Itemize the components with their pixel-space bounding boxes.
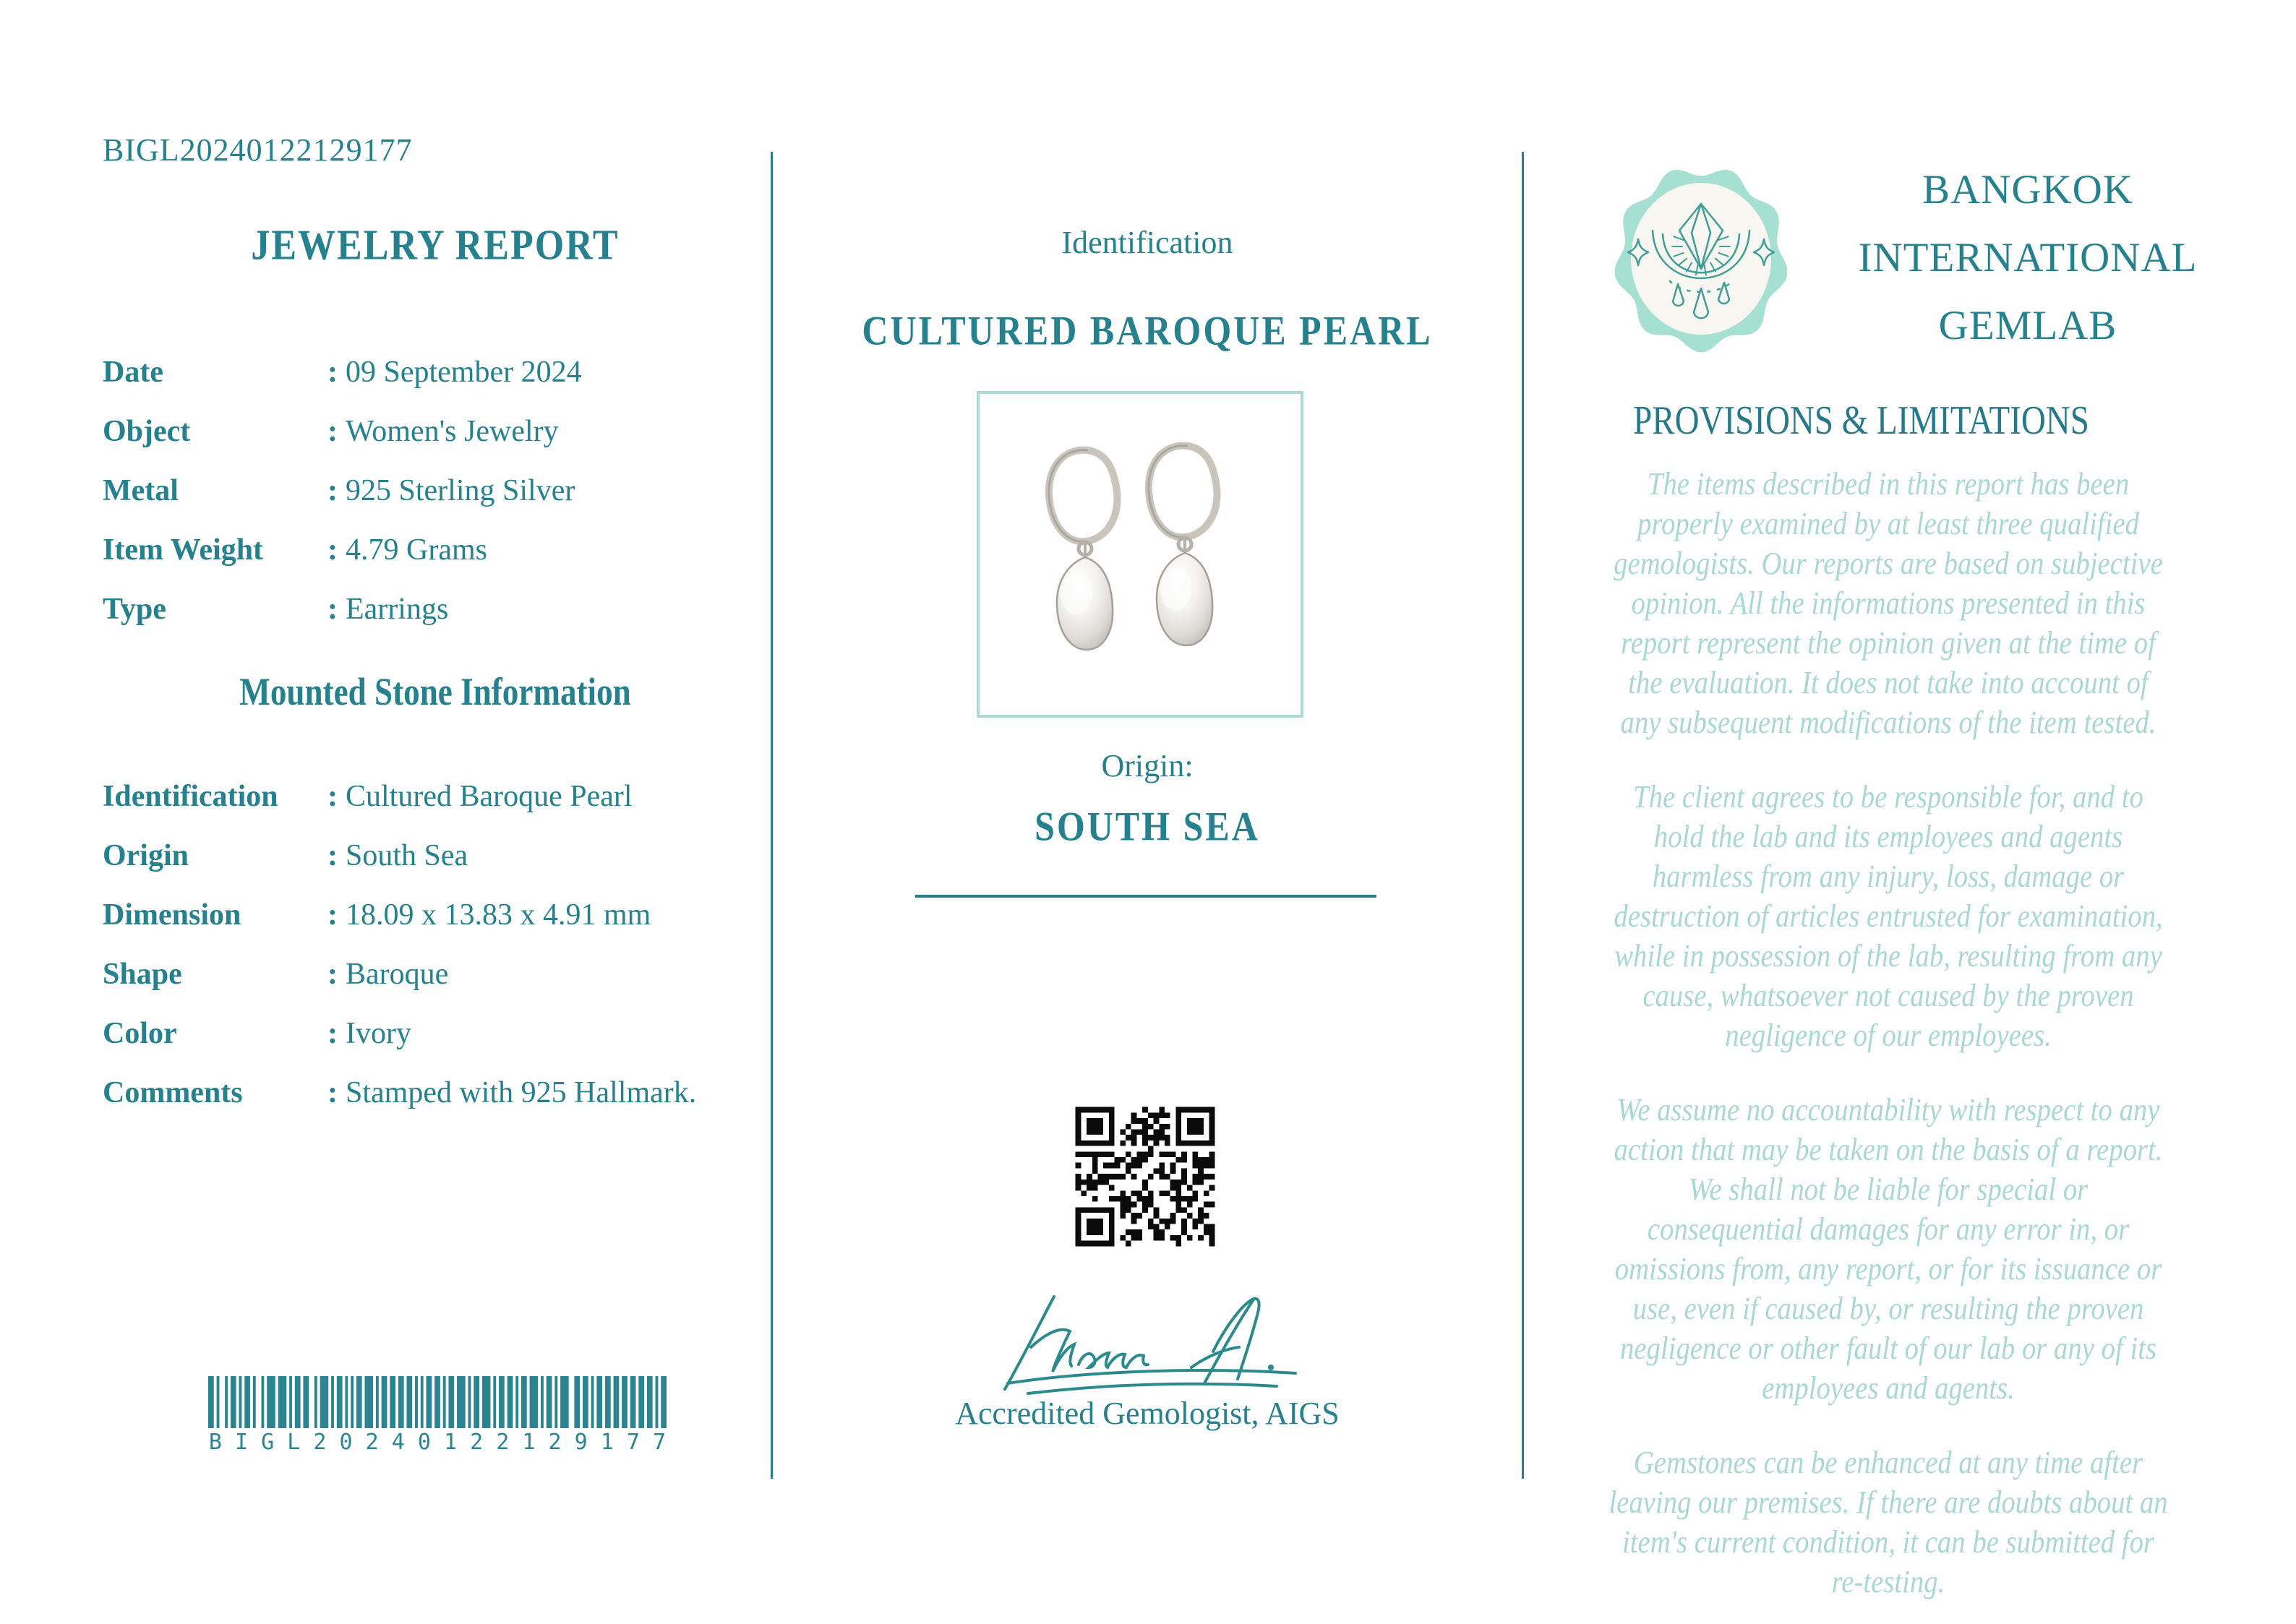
detail-value: Baroque bbox=[346, 958, 449, 991]
detail-label: Color bbox=[103, 1017, 177, 1050]
lab-name bbox=[1840, 156, 2216, 360]
stone-details bbox=[103, 767, 769, 1122]
detail-row bbox=[103, 826, 769, 885]
detail-colon: : bbox=[327, 415, 338, 448]
qr-code-image bbox=[1070, 1101, 1220, 1252]
detail-label: Identification bbox=[103, 780, 278, 813]
detail-label: Date bbox=[103, 356, 163, 389]
detail-colon: : bbox=[327, 1076, 338, 1109]
detail-value: Earrings bbox=[346, 593, 449, 626]
detail-value: Ivory bbox=[346, 1017, 411, 1050]
jewelry-report-title: JEWELRY REPORT bbox=[251, 222, 620, 269]
provisions-paragraph: We assume no accountability with respect to any action that may be taken on the basis of a report. We shall not be liable for special or consequential damages for any error in, or omissions from, any report, or for its issuance or use, even if caused by, or resulting the proven negligence or other fault of our lab or any of its employees and agents. bbox=[1614, 1092, 2163, 1406]
mounted-stone-title: Mounted Stone Information bbox=[239, 670, 631, 714]
origin-underline bbox=[915, 895, 1376, 898]
provisions-paragraph: The client agrees to be responsible for, and to hold the lab and its employees and agents harmless from any injury, loss, damage or destruction of articles entrusted for examination, while in possession of the lab, resulting from any cause, whatsoever not caused by the proven negligence of our employees. bbox=[1614, 779, 2163, 1053]
detail-row bbox=[103, 580, 769, 639]
barcode bbox=[208, 1376, 667, 1455]
identification-value: CULTURED BAROQUE PEARL bbox=[862, 307, 1433, 353]
origin-heading: Origin: bbox=[1101, 748, 1194, 783]
detail-row bbox=[103, 767, 769, 826]
provisions-paragraph: The items described in this report has been properly examined by at least three qualified gemologists. Our reports are based on subjective opinion. All the informations presented in this report represent the opinion given at the time of the evaluation. It does not take into account of any subsequent modifications of the item tested. bbox=[1614, 466, 2163, 740]
barcode-text: B I G L 2 0 2 4 0 1 2 2 1 2 9 1 7 7 bbox=[208, 1430, 667, 1455]
detail-colon: : bbox=[327, 958, 338, 991]
barcode-bars-image bbox=[208, 1376, 667, 1428]
detail-label: Type bbox=[103, 593, 166, 626]
column-divider-right bbox=[1522, 152, 1524, 1479]
detail-value: 925 Sterling Silver bbox=[346, 474, 575, 507]
detail-value: Stamped with 925 Hallmark. bbox=[346, 1076, 697, 1109]
detail-row bbox=[103, 402, 769, 461]
detail-value: 09 September 2024 bbox=[346, 356, 582, 389]
detail-value: Women's Jewelry bbox=[346, 415, 559, 448]
detail-colon: : bbox=[327, 780, 338, 813]
detail-colon: : bbox=[327, 839, 338, 872]
detail-colon: : bbox=[327, 533, 338, 567]
detail-row bbox=[103, 885, 769, 945]
lab-name-line: INTERNATIONAL bbox=[1858, 235, 2198, 280]
detail-label: Object bbox=[103, 415, 191, 448]
detail-label: Shape bbox=[103, 958, 182, 991]
qr-code bbox=[1070, 1101, 1220, 1252]
detail-label: Origin bbox=[103, 839, 189, 872]
detail-row bbox=[103, 520, 769, 580]
detail-label: Comments bbox=[103, 1076, 243, 1109]
detail-colon: : bbox=[327, 898, 338, 932]
identification-heading: Identification bbox=[1061, 225, 1233, 260]
detail-row bbox=[103, 1063, 769, 1122]
jewelry-photo-frame bbox=[977, 391, 1303, 718]
detail-label: Dimension bbox=[103, 898, 241, 932]
detail-colon: : bbox=[327, 356, 338, 389]
provisions-paragraph: Gemstones can be enhanced at any time after leaving our premises. If there are doubts about an item's current condition, it can be submitted for re-testing. bbox=[1609, 1445, 2168, 1599]
provisions-title: PROVISIONS & LIMITATIONS bbox=[1633, 397, 2090, 443]
detail-value: 4.79 Grams bbox=[346, 533, 487, 567]
detail-label: Metal bbox=[103, 474, 179, 507]
earrings-photo bbox=[980, 394, 1301, 715]
provisions-text bbox=[1609, 464, 2168, 1624]
detail-value: 18.09 x 13.83 x 4.91 mm bbox=[346, 898, 651, 932]
report-number: BIGL20240122129177 bbox=[103, 132, 413, 168]
detail-row bbox=[103, 1004, 769, 1063]
signature-image bbox=[961, 1281, 1337, 1404]
signature bbox=[961, 1281, 1337, 1404]
detail-value: Cultured Baroque Pearl bbox=[346, 780, 633, 813]
jewelry-details bbox=[103, 343, 769, 639]
detail-value: South Sea bbox=[346, 839, 468, 872]
detail-colon: : bbox=[327, 1017, 338, 1050]
gemlab-logo bbox=[1611, 164, 1791, 356]
origin-value: SOUTH SEA bbox=[1035, 803, 1260, 849]
lab-name-line: GEMLAB bbox=[1938, 303, 2117, 348]
gemologist-title: Accredited Gemologist, AIGS bbox=[955, 1396, 1340, 1431]
detail-colon: : bbox=[327, 593, 338, 626]
detail-row bbox=[103, 945, 769, 1004]
detail-label: Item Weight bbox=[103, 533, 264, 567]
detail-row bbox=[103, 343, 769, 402]
detail-row bbox=[103, 461, 769, 520]
detail-colon: : bbox=[327, 474, 338, 507]
lab-name-line: BANGKOK bbox=[1922, 167, 2133, 212]
